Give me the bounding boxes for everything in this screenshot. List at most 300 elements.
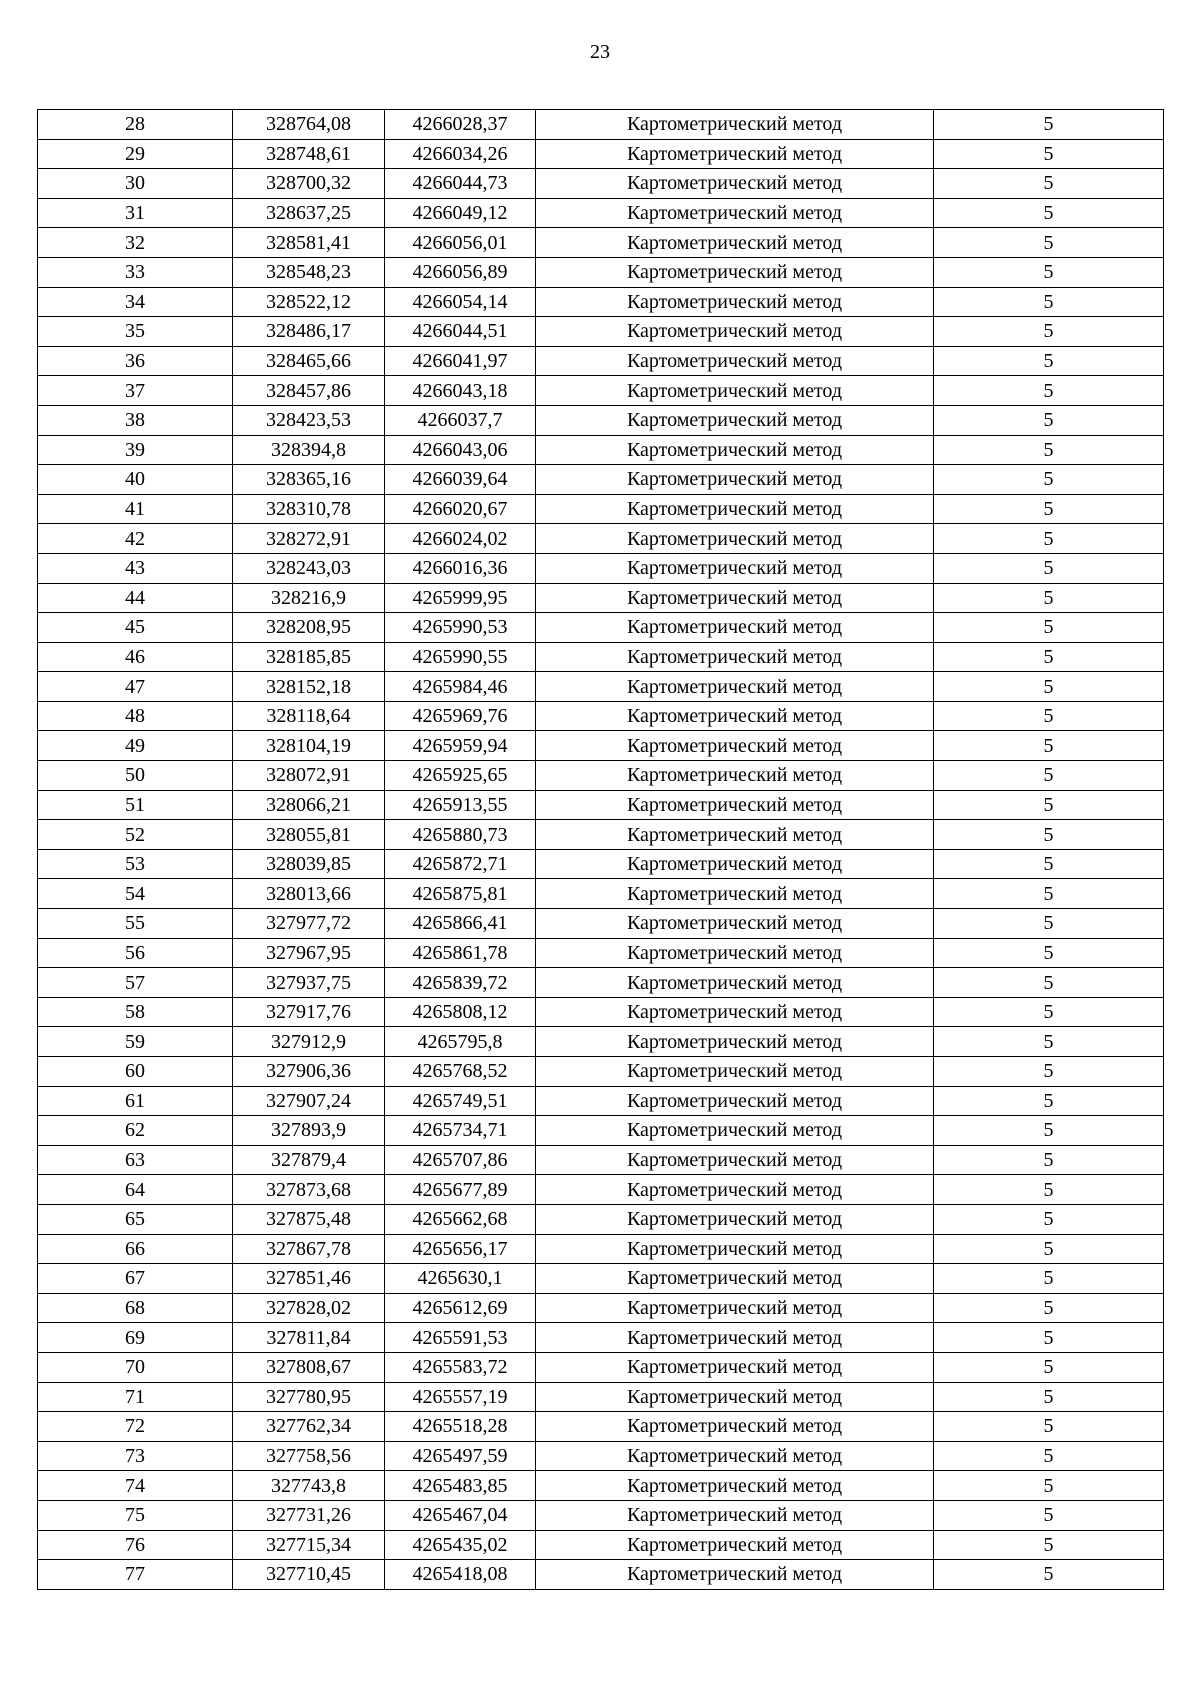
x-coordinate-cell: 328581,41 — [233, 228, 385, 258]
accuracy-cell: 5 — [934, 642, 1164, 672]
x-coordinate-cell: 328152,18 — [233, 672, 385, 702]
table-row — [38, 1234, 1164, 1264]
table-row — [38, 376, 1164, 406]
x-coordinate-cell: 328216,9 — [233, 583, 385, 613]
point-number-cell: 56 — [38, 938, 233, 968]
table-row — [38, 1293, 1164, 1323]
point-number-cell: 61 — [38, 1086, 233, 1116]
method-cell: Картометрический метод — [536, 1471, 934, 1501]
point-number-cell: 47 — [38, 672, 233, 702]
y-coordinate-cell: 4265467,04 — [385, 1500, 536, 1530]
point-number-cell: 49 — [38, 731, 233, 761]
table-row — [38, 1086, 1164, 1116]
point-number-cell: 44 — [38, 583, 233, 613]
table-row — [38, 228, 1164, 258]
y-coordinate-cell: 4266041,97 — [385, 346, 536, 376]
method-cell: Картометрический метод — [536, 553, 934, 583]
x-coordinate-cell: 327893,9 — [233, 1116, 385, 1146]
y-coordinate-cell: 4265925,65 — [385, 761, 536, 791]
method-cell: Картометрический метод — [536, 435, 934, 465]
table-row — [38, 405, 1164, 435]
point-number-cell: 77 — [38, 1560, 233, 1590]
y-coordinate-cell: 4265913,55 — [385, 790, 536, 820]
table-row — [38, 553, 1164, 583]
point-number-cell: 72 — [38, 1412, 233, 1442]
method-cell: Картометрический метод — [536, 1057, 934, 1087]
x-coordinate-cell: 327867,78 — [233, 1234, 385, 1264]
table-row — [38, 287, 1164, 317]
accuracy-cell: 5 — [934, 1441, 1164, 1471]
table-row — [38, 1116, 1164, 1146]
point-number-cell: 39 — [38, 435, 233, 465]
accuracy-cell: 5 — [934, 1204, 1164, 1234]
x-coordinate-cell: 328243,03 — [233, 553, 385, 583]
x-coordinate-cell: 328039,85 — [233, 849, 385, 879]
x-coordinate-cell: 327743,8 — [233, 1471, 385, 1501]
y-coordinate-cell: 4265795,8 — [385, 1027, 536, 1057]
y-coordinate-cell: 4265630,1 — [385, 1264, 536, 1294]
point-number-cell: 75 — [38, 1500, 233, 1530]
accuracy-cell: 5 — [934, 1057, 1164, 1087]
x-coordinate-cell: 327762,34 — [233, 1412, 385, 1442]
y-coordinate-cell: 4265518,28 — [385, 1412, 536, 1442]
table-row — [38, 761, 1164, 791]
table-row — [38, 494, 1164, 524]
x-coordinate-cell: 328185,85 — [233, 642, 385, 672]
x-coordinate-cell: 328013,66 — [233, 879, 385, 909]
accuracy-cell: 5 — [934, 110, 1164, 140]
accuracy-cell: 5 — [934, 169, 1164, 199]
point-number-cell: 43 — [38, 553, 233, 583]
accuracy-cell: 5 — [934, 1560, 1164, 1590]
point-number-cell: 58 — [38, 997, 233, 1027]
point-number-cell: 64 — [38, 1175, 233, 1205]
accuracy-cell: 5 — [934, 139, 1164, 169]
accuracy-cell: 5 — [934, 1234, 1164, 1264]
point-number-cell: 33 — [38, 257, 233, 287]
accuracy-cell: 5 — [934, 701, 1164, 731]
point-number-cell: 57 — [38, 968, 233, 998]
point-number-cell: 32 — [38, 228, 233, 258]
accuracy-cell: 5 — [934, 849, 1164, 879]
coordinates-table — [37, 109, 1164, 1590]
x-coordinate-cell: 327758,56 — [233, 1441, 385, 1471]
y-coordinate-cell: 4265875,81 — [385, 879, 536, 909]
method-cell: Картометрический метод — [536, 1500, 934, 1530]
accuracy-cell: 5 — [934, 1175, 1164, 1205]
table-row — [38, 257, 1164, 287]
y-coordinate-cell: 4266043,06 — [385, 435, 536, 465]
method-cell: Картометрический метод — [536, 938, 934, 968]
x-coordinate-cell: 328637,25 — [233, 198, 385, 228]
y-coordinate-cell: 4266037,7 — [385, 405, 536, 435]
y-coordinate-cell: 4266034,26 — [385, 139, 536, 169]
y-coordinate-cell: 4265749,51 — [385, 1086, 536, 1116]
y-coordinate-cell: 4265707,86 — [385, 1145, 536, 1175]
accuracy-cell: 5 — [934, 1145, 1164, 1175]
table-row — [38, 1323, 1164, 1353]
x-coordinate-cell: 327873,68 — [233, 1175, 385, 1205]
x-coordinate-cell: 328457,86 — [233, 376, 385, 406]
point-number-cell: 66 — [38, 1234, 233, 1264]
method-cell: Картометрический метод — [536, 1382, 934, 1412]
y-coordinate-cell: 4265612,69 — [385, 1293, 536, 1323]
table-row — [38, 1264, 1164, 1294]
method-cell: Картометрический метод — [536, 583, 934, 613]
accuracy-cell: 5 — [934, 820, 1164, 850]
method-cell: Картометрический метод — [536, 1116, 934, 1146]
point-number-cell: 65 — [38, 1204, 233, 1234]
y-coordinate-cell: 4265768,52 — [385, 1057, 536, 1087]
point-number-cell: 70 — [38, 1352, 233, 1382]
point-number-cell: 60 — [38, 1057, 233, 1087]
method-cell: Картометрический метод — [536, 968, 934, 998]
method-cell: Картометрический метод — [536, 494, 934, 524]
point-number-cell: 28 — [38, 110, 233, 140]
x-coordinate-cell: 327828,02 — [233, 1293, 385, 1323]
y-coordinate-cell: 4265557,19 — [385, 1382, 536, 1412]
accuracy-cell: 5 — [934, 228, 1164, 258]
y-coordinate-cell: 4265677,89 — [385, 1175, 536, 1205]
x-coordinate-cell: 328208,95 — [233, 613, 385, 643]
table-row — [38, 938, 1164, 968]
y-coordinate-cell: 4266016,36 — [385, 553, 536, 583]
method-cell: Картометрический метод — [536, 110, 934, 140]
x-coordinate-cell: 328700,32 — [233, 169, 385, 199]
accuracy-cell: 5 — [934, 1293, 1164, 1323]
method-cell: Картометрический метод — [536, 228, 934, 258]
method-cell: Картометрический метод — [536, 997, 934, 1027]
method-cell: Картометрический метод — [536, 1412, 934, 1442]
method-cell: Картометрический метод — [536, 1204, 934, 1234]
table-row — [38, 820, 1164, 850]
accuracy-cell: 5 — [934, 435, 1164, 465]
accuracy-cell: 5 — [934, 494, 1164, 524]
method-cell: Картометрический метод — [536, 1293, 934, 1323]
accuracy-cell: 5 — [934, 1027, 1164, 1057]
accuracy-cell: 5 — [934, 553, 1164, 583]
accuracy-cell: 5 — [934, 790, 1164, 820]
table-row — [38, 1382, 1164, 1412]
table-row — [38, 110, 1164, 140]
method-cell: Картометрический метод — [536, 376, 934, 406]
point-number-cell: 36 — [38, 346, 233, 376]
accuracy-cell: 5 — [934, 1500, 1164, 1530]
accuracy-cell: 5 — [934, 879, 1164, 909]
accuracy-cell: 5 — [934, 1264, 1164, 1294]
table-row — [38, 1441, 1164, 1471]
x-coordinate-cell: 328465,66 — [233, 346, 385, 376]
table-row — [38, 849, 1164, 879]
y-coordinate-cell: 4265656,17 — [385, 1234, 536, 1264]
point-number-cell: 42 — [38, 524, 233, 554]
point-number-cell: 54 — [38, 879, 233, 909]
method-cell: Картометрический метод — [536, 346, 934, 376]
y-coordinate-cell: 4265866,41 — [385, 909, 536, 939]
table-row — [38, 583, 1164, 613]
point-number-cell: 62 — [38, 1116, 233, 1146]
table-row — [38, 1412, 1164, 1442]
point-number-cell: 46 — [38, 642, 233, 672]
x-coordinate-cell: 328394,8 — [233, 435, 385, 465]
method-cell: Картометрический метод — [536, 287, 934, 317]
point-number-cell: 34 — [38, 287, 233, 317]
point-number-cell: 30 — [38, 169, 233, 199]
y-coordinate-cell: 4266044,51 — [385, 317, 536, 347]
table-row — [38, 672, 1164, 702]
y-coordinate-cell: 4265969,76 — [385, 701, 536, 731]
y-coordinate-cell: 4265808,12 — [385, 997, 536, 1027]
x-coordinate-cell: 328548,23 — [233, 257, 385, 287]
x-coordinate-cell: 327967,95 — [233, 938, 385, 968]
point-number-cell: 51 — [38, 790, 233, 820]
table-row — [38, 435, 1164, 465]
x-coordinate-cell: 327715,34 — [233, 1530, 385, 1560]
point-number-cell: 50 — [38, 761, 233, 791]
point-number-cell: 53 — [38, 849, 233, 879]
point-number-cell: 31 — [38, 198, 233, 228]
x-coordinate-cell: 328118,64 — [233, 701, 385, 731]
method-cell: Картометрический метод — [536, 405, 934, 435]
point-number-cell: 37 — [38, 376, 233, 406]
method-cell: Картометрический метод — [536, 849, 934, 879]
point-number-cell: 69 — [38, 1323, 233, 1353]
method-cell: Картометрический метод — [536, 909, 934, 939]
method-cell: Картометрический метод — [536, 820, 934, 850]
x-coordinate-cell: 327780,95 — [233, 1382, 385, 1412]
y-coordinate-cell: 4266039,64 — [385, 465, 536, 495]
x-coordinate-cell: 327875,48 — [233, 1204, 385, 1234]
y-coordinate-cell: 4266024,02 — [385, 524, 536, 554]
x-coordinate-cell: 327710,45 — [233, 1560, 385, 1590]
point-number-cell: 38 — [38, 405, 233, 435]
x-coordinate-cell: 328365,16 — [233, 465, 385, 495]
accuracy-cell: 5 — [934, 672, 1164, 702]
table-row — [38, 1204, 1164, 1234]
x-coordinate-cell: 327906,36 — [233, 1057, 385, 1087]
point-number-cell: 45 — [38, 613, 233, 643]
point-number-cell: 67 — [38, 1264, 233, 1294]
x-coordinate-cell: 327851,46 — [233, 1264, 385, 1294]
method-cell: Картометрический метод — [536, 761, 934, 791]
x-coordinate-cell: 328423,53 — [233, 405, 385, 435]
table-row — [38, 1057, 1164, 1087]
y-coordinate-cell: 4265497,59 — [385, 1441, 536, 1471]
y-coordinate-cell: 4265483,85 — [385, 1471, 536, 1501]
table-row — [38, 909, 1164, 939]
x-coordinate-cell: 328310,78 — [233, 494, 385, 524]
method-cell: Картометрический метод — [536, 257, 934, 287]
accuracy-cell: 5 — [934, 376, 1164, 406]
accuracy-cell: 5 — [934, 968, 1164, 998]
accuracy-cell: 5 — [934, 257, 1164, 287]
y-coordinate-cell: 4266043,18 — [385, 376, 536, 406]
method-cell: Картометрический метод — [536, 1323, 934, 1353]
table-row — [38, 790, 1164, 820]
table-row — [38, 731, 1164, 761]
x-coordinate-cell: 327808,67 — [233, 1352, 385, 1382]
method-cell: Картометрический метод — [536, 524, 934, 554]
method-cell: Картометрический метод — [536, 790, 934, 820]
x-coordinate-cell: 327917,76 — [233, 997, 385, 1027]
y-coordinate-cell: 4265839,72 — [385, 968, 536, 998]
accuracy-cell: 5 — [934, 613, 1164, 643]
table-row — [38, 169, 1164, 199]
accuracy-cell: 5 — [934, 583, 1164, 613]
y-coordinate-cell: 4265435,02 — [385, 1530, 536, 1560]
x-coordinate-cell: 328104,19 — [233, 731, 385, 761]
method-cell: Картометрический метод — [536, 465, 934, 495]
method-cell: Картометрический метод — [536, 1352, 934, 1382]
table-row — [38, 879, 1164, 909]
y-coordinate-cell: 4265872,71 — [385, 849, 536, 879]
y-coordinate-cell: 4265734,71 — [385, 1116, 536, 1146]
y-coordinate-cell: 4265583,72 — [385, 1352, 536, 1382]
point-number-cell: 55 — [38, 909, 233, 939]
x-coordinate-cell: 327811,84 — [233, 1323, 385, 1353]
accuracy-cell: 5 — [934, 909, 1164, 939]
y-coordinate-cell: 4265990,55 — [385, 642, 536, 672]
table-row — [38, 524, 1164, 554]
method-cell: Картометрический метод — [536, 1560, 934, 1590]
method-cell: Картометрический метод — [536, 701, 934, 731]
method-cell: Картометрический метод — [536, 1530, 934, 1560]
point-number-cell: 63 — [38, 1145, 233, 1175]
table-row — [38, 465, 1164, 495]
accuracy-cell: 5 — [934, 1530, 1164, 1560]
y-coordinate-cell: 4265999,95 — [385, 583, 536, 613]
x-coordinate-cell: 327912,9 — [233, 1027, 385, 1057]
accuracy-cell: 5 — [934, 524, 1164, 554]
y-coordinate-cell: 4265591,53 — [385, 1323, 536, 1353]
y-coordinate-cell: 4266056,01 — [385, 228, 536, 258]
point-number-cell: 71 — [38, 1382, 233, 1412]
accuracy-cell: 5 — [934, 997, 1164, 1027]
method-cell: Картометрический метод — [536, 317, 934, 347]
table-row — [38, 613, 1164, 643]
x-coordinate-cell: 328072,91 — [233, 761, 385, 791]
x-coordinate-cell: 328066,21 — [233, 790, 385, 820]
point-number-cell: 74 — [38, 1471, 233, 1501]
accuracy-cell: 5 — [934, 465, 1164, 495]
y-coordinate-cell: 4266054,14 — [385, 287, 536, 317]
x-coordinate-cell: 327907,24 — [233, 1086, 385, 1116]
accuracy-cell: 5 — [934, 346, 1164, 376]
accuracy-cell: 5 — [934, 731, 1164, 761]
table-row — [38, 1530, 1164, 1560]
y-coordinate-cell: 4266020,67 — [385, 494, 536, 524]
method-cell: Картометрический метод — [536, 1441, 934, 1471]
point-number-cell: 29 — [38, 139, 233, 169]
table-row — [38, 1560, 1164, 1590]
accuracy-cell: 5 — [934, 938, 1164, 968]
x-coordinate-cell: 327879,4 — [233, 1145, 385, 1175]
accuracy-cell: 5 — [934, 405, 1164, 435]
point-number-cell: 73 — [38, 1441, 233, 1471]
y-coordinate-cell: 4266056,89 — [385, 257, 536, 287]
x-coordinate-cell: 328272,91 — [233, 524, 385, 554]
accuracy-cell: 5 — [934, 287, 1164, 317]
method-cell: Картометрический метод — [536, 1234, 934, 1264]
y-coordinate-cell: 4265880,73 — [385, 820, 536, 850]
x-coordinate-cell: 328764,08 — [233, 110, 385, 140]
point-number-cell: 76 — [38, 1530, 233, 1560]
table-row — [38, 317, 1164, 347]
accuracy-cell: 5 — [934, 1086, 1164, 1116]
accuracy-cell: 5 — [934, 198, 1164, 228]
y-coordinate-cell: 4265861,78 — [385, 938, 536, 968]
table-row — [38, 997, 1164, 1027]
point-number-cell: 48 — [38, 701, 233, 731]
coordinates-table-body — [38, 110, 1164, 1590]
x-coordinate-cell: 327937,75 — [233, 968, 385, 998]
y-coordinate-cell: 4266044,73 — [385, 169, 536, 199]
point-number-cell: 41 — [38, 494, 233, 524]
table-row — [38, 1500, 1164, 1530]
method-cell: Картометрический метод — [536, 879, 934, 909]
table-row — [38, 1175, 1164, 1205]
method-cell: Картометрический метод — [536, 139, 934, 169]
accuracy-cell: 5 — [934, 1352, 1164, 1382]
accuracy-cell: 5 — [934, 1382, 1164, 1412]
table-row — [38, 642, 1164, 672]
x-coordinate-cell: 328748,61 — [233, 139, 385, 169]
y-coordinate-cell: 4266028,37 — [385, 110, 536, 140]
point-number-cell: 68 — [38, 1293, 233, 1323]
accuracy-cell: 5 — [934, 761, 1164, 791]
method-cell: Картометрический метод — [536, 613, 934, 643]
point-number-cell: 40 — [38, 465, 233, 495]
method-cell: Картометрический метод — [536, 1027, 934, 1057]
accuracy-cell: 5 — [934, 1116, 1164, 1146]
method-cell: Картометрический метод — [536, 731, 934, 761]
table-row — [38, 1471, 1164, 1501]
table-row — [38, 1145, 1164, 1175]
point-number-cell: 59 — [38, 1027, 233, 1057]
x-coordinate-cell: 328486,17 — [233, 317, 385, 347]
table-row — [38, 1027, 1164, 1057]
x-coordinate-cell: 327731,26 — [233, 1500, 385, 1530]
x-coordinate-cell: 328522,12 — [233, 287, 385, 317]
method-cell: Картометрический метод — [536, 169, 934, 199]
accuracy-cell: 5 — [934, 1412, 1164, 1442]
x-coordinate-cell: 328055,81 — [233, 820, 385, 850]
point-number-cell: 35 — [38, 317, 233, 347]
page-number: 23 — [590, 41, 610, 63]
method-cell: Картометрический метод — [536, 1145, 934, 1175]
accuracy-cell: 5 — [934, 1323, 1164, 1353]
accuracy-cell: 5 — [934, 317, 1164, 347]
y-coordinate-cell: 4265662,68 — [385, 1204, 536, 1234]
table-row — [38, 139, 1164, 169]
method-cell: Картометрический метод — [536, 642, 934, 672]
y-coordinate-cell: 4265984,46 — [385, 672, 536, 702]
accuracy-cell: 5 — [934, 1471, 1164, 1501]
table-row — [38, 701, 1164, 731]
y-coordinate-cell: 4265990,53 — [385, 613, 536, 643]
y-coordinate-cell: 4265959,94 — [385, 731, 536, 761]
table-row — [38, 346, 1164, 376]
table-row — [38, 968, 1164, 998]
method-cell: Картометрический метод — [536, 1175, 934, 1205]
y-coordinate-cell: 4266049,12 — [385, 198, 536, 228]
table-row — [38, 198, 1164, 228]
table-row — [38, 1352, 1164, 1382]
method-cell: Картометрический метод — [536, 672, 934, 702]
y-coordinate-cell: 4265418,08 — [385, 1560, 536, 1590]
point-number-cell: 52 — [38, 820, 233, 850]
method-cell: Картометрический метод — [536, 198, 934, 228]
